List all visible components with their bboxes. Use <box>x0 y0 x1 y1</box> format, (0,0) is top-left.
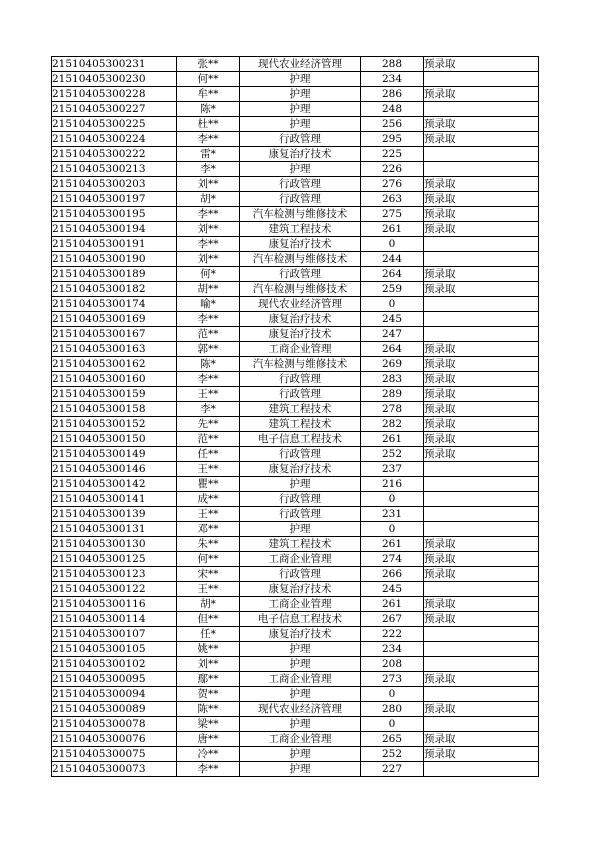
table-row <box>52 387 539 402</box>
table-row <box>52 522 539 537</box>
admission-status-cell <box>424 327 539 342</box>
score-cell: 274 <box>361 552 424 567</box>
student-name-cell: 王** <box>177 387 240 402</box>
student-name-cell: 何** <box>177 72 240 87</box>
admission-status-cell: 预录取 <box>424 357 539 372</box>
student-name-cell: 刘** <box>177 657 240 672</box>
student-name-cell: 刘** <box>177 252 240 267</box>
admission-status-cell: 预录取 <box>424 387 539 402</box>
student-name-cell: 陈** <box>177 702 240 717</box>
student-name-cell: 冷** <box>177 747 240 762</box>
score-cell: 237 <box>361 462 424 477</box>
student-id-cell: 21510405300213 <box>52 162 177 177</box>
admission-status-cell <box>424 462 539 477</box>
admission-status-cell: 预录取 <box>424 447 539 462</box>
score-cell: 280 <box>361 702 424 717</box>
student-id-cell: 21510405300158 <box>52 402 177 417</box>
table-row <box>52 717 539 732</box>
major-cell: 行政管理 <box>240 132 361 147</box>
score-cell: 276 <box>361 177 424 192</box>
table-row <box>52 537 539 552</box>
table-row <box>52 342 539 357</box>
student-id-cell: 21510405300174 <box>52 297 177 312</box>
major-cell: 工商企业管理 <box>240 552 361 567</box>
major-cell: 电子信息工程技术 <box>240 612 361 627</box>
admission-status-cell: 预录取 <box>424 747 539 762</box>
admission-status-cell: 预录取 <box>424 177 539 192</box>
student-id-cell: 21510405300095 <box>52 672 177 687</box>
student-name-cell: 陈* <box>177 102 240 117</box>
table-row <box>52 612 539 627</box>
table-row <box>52 462 539 477</box>
score-cell: 264 <box>361 342 424 357</box>
student-id-cell: 21510405300190 <box>52 252 177 267</box>
student-name-cell: 范** <box>177 432 240 447</box>
admission-status-cell: 预录取 <box>424 612 539 627</box>
score-cell: 247 <box>361 327 424 342</box>
student-name-cell: 但** <box>177 612 240 627</box>
score-cell: 0 <box>361 687 424 702</box>
score-cell: 0 <box>361 492 424 507</box>
student-id-cell: 21510405300073 <box>52 762 177 777</box>
admission-status-cell: 预录取 <box>424 342 539 357</box>
admission-status-cell: 预录取 <box>424 222 539 237</box>
admission-status-cell: 预录取 <box>424 132 539 147</box>
student-name-cell: 喻* <box>177 297 240 312</box>
score-cell: 245 <box>361 582 424 597</box>
table-row <box>52 72 539 87</box>
score-cell: 0 <box>361 237 424 252</box>
admission-status-cell <box>424 102 539 117</box>
student-name-cell: 李* <box>177 162 240 177</box>
score-cell: 216 <box>361 477 424 492</box>
major-cell: 康复治疗技术 <box>240 237 361 252</box>
student-id-cell: 21510405300152 <box>52 417 177 432</box>
score-cell: 244 <box>361 252 424 267</box>
table-row <box>52 102 539 117</box>
admission-status-cell: 预录取 <box>424 732 539 747</box>
table-row <box>52 402 539 417</box>
table-body <box>52 57 539 777</box>
score-cell: 0 <box>361 522 424 537</box>
student-id-cell: 21510405300231 <box>52 57 177 72</box>
student-id-cell: 21510405300228 <box>52 87 177 102</box>
table-row <box>52 132 539 147</box>
table-row <box>52 372 539 387</box>
admission-status-cell: 预录取 <box>424 702 539 717</box>
student-name-cell: 李** <box>177 372 240 387</box>
student-id-cell: 21510405300123 <box>52 567 177 582</box>
score-cell: 278 <box>361 402 424 417</box>
table-row <box>52 747 539 762</box>
student-name-cell: 牟** <box>177 87 240 102</box>
major-cell: 工商企业管理 <box>240 597 361 612</box>
student-id-cell: 21510405300076 <box>52 732 177 747</box>
admission-status-cell <box>424 582 539 597</box>
table-row <box>52 192 539 207</box>
table-row <box>52 657 539 672</box>
score-cell: 263 <box>361 192 424 207</box>
student-id-cell: 21510405300224 <box>52 132 177 147</box>
admission-status-cell <box>424 297 539 312</box>
score-cell: 226 <box>361 162 424 177</box>
score-cell: 252 <box>361 447 424 462</box>
student-name-cell: 李** <box>177 312 240 327</box>
major-cell: 行政管理 <box>240 192 361 207</box>
score-cell: 275 <box>361 207 424 222</box>
major-cell: 工商企业管理 <box>240 342 361 357</box>
major-cell: 康复治疗技术 <box>240 582 361 597</box>
admission-status-cell: 预录取 <box>424 402 539 417</box>
major-cell: 护理 <box>240 717 361 732</box>
student-name-cell: 李** <box>177 132 240 147</box>
admission-status-cell <box>424 312 539 327</box>
major-cell: 建筑工程技术 <box>240 222 361 237</box>
student-id-cell: 21510405300195 <box>52 207 177 222</box>
admission-table <box>51 56 539 777</box>
major-cell: 汽车检测与维修技术 <box>240 252 361 267</box>
major-cell: 康复治疗技术 <box>240 147 361 162</box>
table-row <box>52 432 539 447</box>
table-row <box>52 597 539 612</box>
student-id-cell: 21510405300150 <box>52 432 177 447</box>
admission-status-cell: 预录取 <box>424 432 539 447</box>
student-id-cell: 21510405300107 <box>52 627 177 642</box>
admission-status-cell: 预录取 <box>424 87 539 102</box>
major-cell: 行政管理 <box>240 387 361 402</box>
major-cell: 建筑工程技术 <box>240 402 361 417</box>
score-cell: 248 <box>361 102 424 117</box>
table-row <box>52 297 539 312</box>
major-cell: 护理 <box>240 762 361 777</box>
major-cell: 现代农业经济管理 <box>240 702 361 717</box>
major-cell: 行政管理 <box>240 447 361 462</box>
student-id-cell: 21510405300142 <box>52 477 177 492</box>
score-cell: 222 <box>361 627 424 642</box>
major-cell: 行政管理 <box>240 372 361 387</box>
major-cell: 行政管理 <box>240 507 361 522</box>
major-cell: 现代农业经济管理 <box>240 297 361 312</box>
student-name-cell: 宋** <box>177 567 240 582</box>
admission-status-cell <box>424 162 539 177</box>
table-row <box>52 57 539 72</box>
admission-status-cell: 预录取 <box>424 207 539 222</box>
table-row <box>52 177 539 192</box>
admission-status-cell: 预录取 <box>424 552 539 567</box>
student-id-cell: 21510405300162 <box>52 357 177 372</box>
table-row <box>52 267 539 282</box>
table-row <box>52 87 539 102</box>
table-row <box>52 327 539 342</box>
score-cell: 288 <box>361 57 424 72</box>
student-id-cell: 21510405300102 <box>52 657 177 672</box>
score-cell: 261 <box>361 222 424 237</box>
score-cell: 227 <box>361 762 424 777</box>
student-name-cell: 胡* <box>177 192 240 207</box>
table-row <box>52 687 539 702</box>
student-id-cell: 21510405300105 <box>52 642 177 657</box>
student-id-cell: 21510405300146 <box>52 462 177 477</box>
score-cell: 265 <box>361 732 424 747</box>
student-id-cell: 21510405300167 <box>52 327 177 342</box>
score-cell: 261 <box>361 597 424 612</box>
score-cell: 289 <box>361 387 424 402</box>
student-name-cell: 雷* <box>177 147 240 162</box>
student-name-cell: 胡* <box>177 597 240 612</box>
student-id-cell: 21510405300125 <box>52 552 177 567</box>
student-name-cell: 先** <box>177 417 240 432</box>
student-name-cell: 陈* <box>177 357 240 372</box>
table-row <box>52 627 539 642</box>
major-cell: 建筑工程技术 <box>240 417 361 432</box>
table-row <box>52 552 539 567</box>
major-cell: 护理 <box>240 657 361 672</box>
admission-status-cell <box>424 717 539 732</box>
major-cell: 护理 <box>240 117 361 132</box>
table-row <box>52 447 539 462</box>
score-cell: 225 <box>361 147 424 162</box>
major-cell: 护理 <box>240 477 361 492</box>
student-id-cell: 21510405300089 <box>52 702 177 717</box>
admission-status-cell: 预录取 <box>424 282 539 297</box>
student-name-cell: 何* <box>177 267 240 282</box>
major-cell: 护理 <box>240 102 361 117</box>
student-name-cell: 范** <box>177 327 240 342</box>
student-name-cell: 鄢** <box>177 672 240 687</box>
admission-status-cell <box>424 687 539 702</box>
major-cell: 汽车检测与维修技术 <box>240 282 361 297</box>
student-id-cell: 21510405300227 <box>52 102 177 117</box>
major-cell: 护理 <box>240 687 361 702</box>
student-name-cell: 朱** <box>177 537 240 552</box>
student-id-cell: 21510405300197 <box>52 192 177 207</box>
table-row <box>52 222 539 237</box>
table-row <box>52 282 539 297</box>
table-row <box>52 312 539 327</box>
student-name-cell: 贺** <box>177 687 240 702</box>
major-cell: 康复治疗技术 <box>240 627 361 642</box>
admission-status-cell <box>424 522 539 537</box>
table-row <box>52 477 539 492</box>
major-cell: 行政管理 <box>240 267 361 282</box>
major-cell: 护理 <box>240 72 361 87</box>
student-id-cell: 21510405300160 <box>52 372 177 387</box>
admission-status-cell <box>424 507 539 522</box>
student-id-cell: 21510405300194 <box>52 222 177 237</box>
student-id-cell: 21510405300130 <box>52 537 177 552</box>
table-row <box>52 582 539 597</box>
major-cell: 行政管理 <box>240 177 361 192</box>
major-cell: 康复治疗技术 <box>240 312 361 327</box>
student-name-cell: 李** <box>177 237 240 252</box>
student-id-cell: 21510405300114 <box>52 612 177 627</box>
admission-status-cell <box>424 72 539 87</box>
student-id-cell: 21510405300203 <box>52 177 177 192</box>
student-id-cell: 21510405300159 <box>52 387 177 402</box>
major-cell: 现代农业经济管理 <box>240 57 361 72</box>
major-cell: 行政管理 <box>240 492 361 507</box>
student-id-cell: 21510405300230 <box>52 72 177 87</box>
student-name-cell: 郭** <box>177 342 240 357</box>
student-id-cell: 21510405300189 <box>52 267 177 282</box>
admission-status-cell <box>424 627 539 642</box>
student-id-cell: 21510405300169 <box>52 312 177 327</box>
admission-status-cell: 预录取 <box>424 267 539 282</box>
student-id-cell: 21510405300163 <box>52 342 177 357</box>
score-cell: 264 <box>361 267 424 282</box>
table-row <box>52 732 539 747</box>
major-cell: 护理 <box>240 522 361 537</box>
table-row <box>52 702 539 717</box>
admission-status-cell <box>424 642 539 657</box>
student-name-cell: 任* <box>177 627 240 642</box>
student-name-cell: 刘** <box>177 177 240 192</box>
admission-status-cell: 预录取 <box>424 567 539 582</box>
table-row <box>52 237 539 252</box>
score-cell: 266 <box>361 567 424 582</box>
admission-status-cell <box>424 147 539 162</box>
score-cell: 273 <box>361 672 424 687</box>
student-name-cell: 李* <box>177 402 240 417</box>
table-row <box>52 147 539 162</box>
student-name-cell: 成** <box>177 492 240 507</box>
student-name-cell: 姚** <box>177 642 240 657</box>
student-name-cell: 瞿** <box>177 477 240 492</box>
score-cell: 234 <box>361 72 424 87</box>
student-id-cell: 21510405300141 <box>52 492 177 507</box>
student-id-cell: 21510405300149 <box>52 447 177 462</box>
admission-status-cell: 预录取 <box>424 537 539 552</box>
student-id-cell: 21510405300075 <box>52 747 177 762</box>
score-cell: 0 <box>361 297 424 312</box>
student-name-cell: 李** <box>177 207 240 222</box>
score-cell: 295 <box>361 132 424 147</box>
major-cell: 汽车检测与维修技术 <box>240 357 361 372</box>
score-cell: 283 <box>361 372 424 387</box>
student-name-cell: 刘** <box>177 222 240 237</box>
score-cell: 259 <box>361 282 424 297</box>
table-row <box>52 207 539 222</box>
score-cell: 267 <box>361 612 424 627</box>
score-cell: 282 <box>361 417 424 432</box>
table-row <box>52 492 539 507</box>
student-name-cell: 王** <box>177 507 240 522</box>
student-name-cell: 何** <box>177 552 240 567</box>
major-cell: 护理 <box>240 87 361 102</box>
admission-status-cell: 预录取 <box>424 672 539 687</box>
student-name-cell: 张** <box>177 57 240 72</box>
student-name-cell: 胡** <box>177 282 240 297</box>
table-row <box>52 252 539 267</box>
admission-status-cell: 预录取 <box>424 372 539 387</box>
admission-status-cell: 预录取 <box>424 57 539 72</box>
student-name-cell: 杜** <box>177 117 240 132</box>
score-cell: 252 <box>361 747 424 762</box>
major-cell: 康复治疗技术 <box>240 462 361 477</box>
score-cell: 261 <box>361 537 424 552</box>
major-cell: 护理 <box>240 747 361 762</box>
score-cell: 0 <box>361 717 424 732</box>
admission-status-cell <box>424 762 539 777</box>
student-id-cell: 21510405300182 <box>52 282 177 297</box>
major-cell: 工商企业管理 <box>240 732 361 747</box>
admission-status-cell <box>424 237 539 252</box>
admission-status-cell <box>424 492 539 507</box>
student-name-cell: 王** <box>177 462 240 477</box>
major-cell: 工商企业管理 <box>240 672 361 687</box>
score-cell: 261 <box>361 432 424 447</box>
student-name-cell: 李** <box>177 762 240 777</box>
table-row <box>52 162 539 177</box>
table-row <box>52 357 539 372</box>
student-name-cell: 梁** <box>177 717 240 732</box>
major-cell: 电子信息工程技术 <box>240 432 361 447</box>
student-id-cell: 21510405300078 <box>52 717 177 732</box>
admission-status-cell: 预录取 <box>424 417 539 432</box>
admission-status-cell <box>424 657 539 672</box>
major-cell: 行政管理 <box>240 567 361 582</box>
table-row <box>52 672 539 687</box>
table-row <box>52 507 539 522</box>
student-id-cell: 21510405300139 <box>52 507 177 522</box>
table-row <box>52 762 539 777</box>
student-name-cell: 任** <box>177 447 240 462</box>
student-id-cell: 21510405300131 <box>52 522 177 537</box>
student-id-cell: 21510405300225 <box>52 117 177 132</box>
student-id-cell: 21510405300122 <box>52 582 177 597</box>
student-id-cell: 21510405300094 <box>52 687 177 702</box>
major-cell: 护理 <box>240 642 361 657</box>
table-row <box>52 567 539 582</box>
admission-status-cell <box>424 252 539 267</box>
major-cell: 康复治疗技术 <box>240 327 361 342</box>
score-cell: 234 <box>361 642 424 657</box>
score-cell: 231 <box>361 507 424 522</box>
student-name-cell: 王** <box>177 582 240 597</box>
major-cell: 汽车检测与维修技术 <box>240 207 361 222</box>
admission-status-cell: 预录取 <box>424 597 539 612</box>
score-cell: 256 <box>361 117 424 132</box>
student-id-cell: 21510405300116 <box>52 597 177 612</box>
score-cell: 245 <box>361 312 424 327</box>
admission-status-cell: 预录取 <box>424 192 539 207</box>
table-row <box>52 642 539 657</box>
major-cell: 建筑工程技术 <box>240 537 361 552</box>
score-cell: 286 <box>361 87 424 102</box>
score-cell: 269 <box>361 357 424 372</box>
score-cell: 208 <box>361 657 424 672</box>
table-row <box>52 417 539 432</box>
student-id-cell: 21510405300222 <box>52 147 177 162</box>
admission-status-cell: 预录取 <box>424 117 539 132</box>
admission-status-cell <box>424 477 539 492</box>
major-cell: 护理 <box>240 162 361 177</box>
table-row <box>52 117 539 132</box>
student-name-cell: 邓** <box>177 522 240 537</box>
student-id-cell: 21510405300191 <box>52 237 177 252</box>
student-name-cell: 唐** <box>177 732 240 747</box>
